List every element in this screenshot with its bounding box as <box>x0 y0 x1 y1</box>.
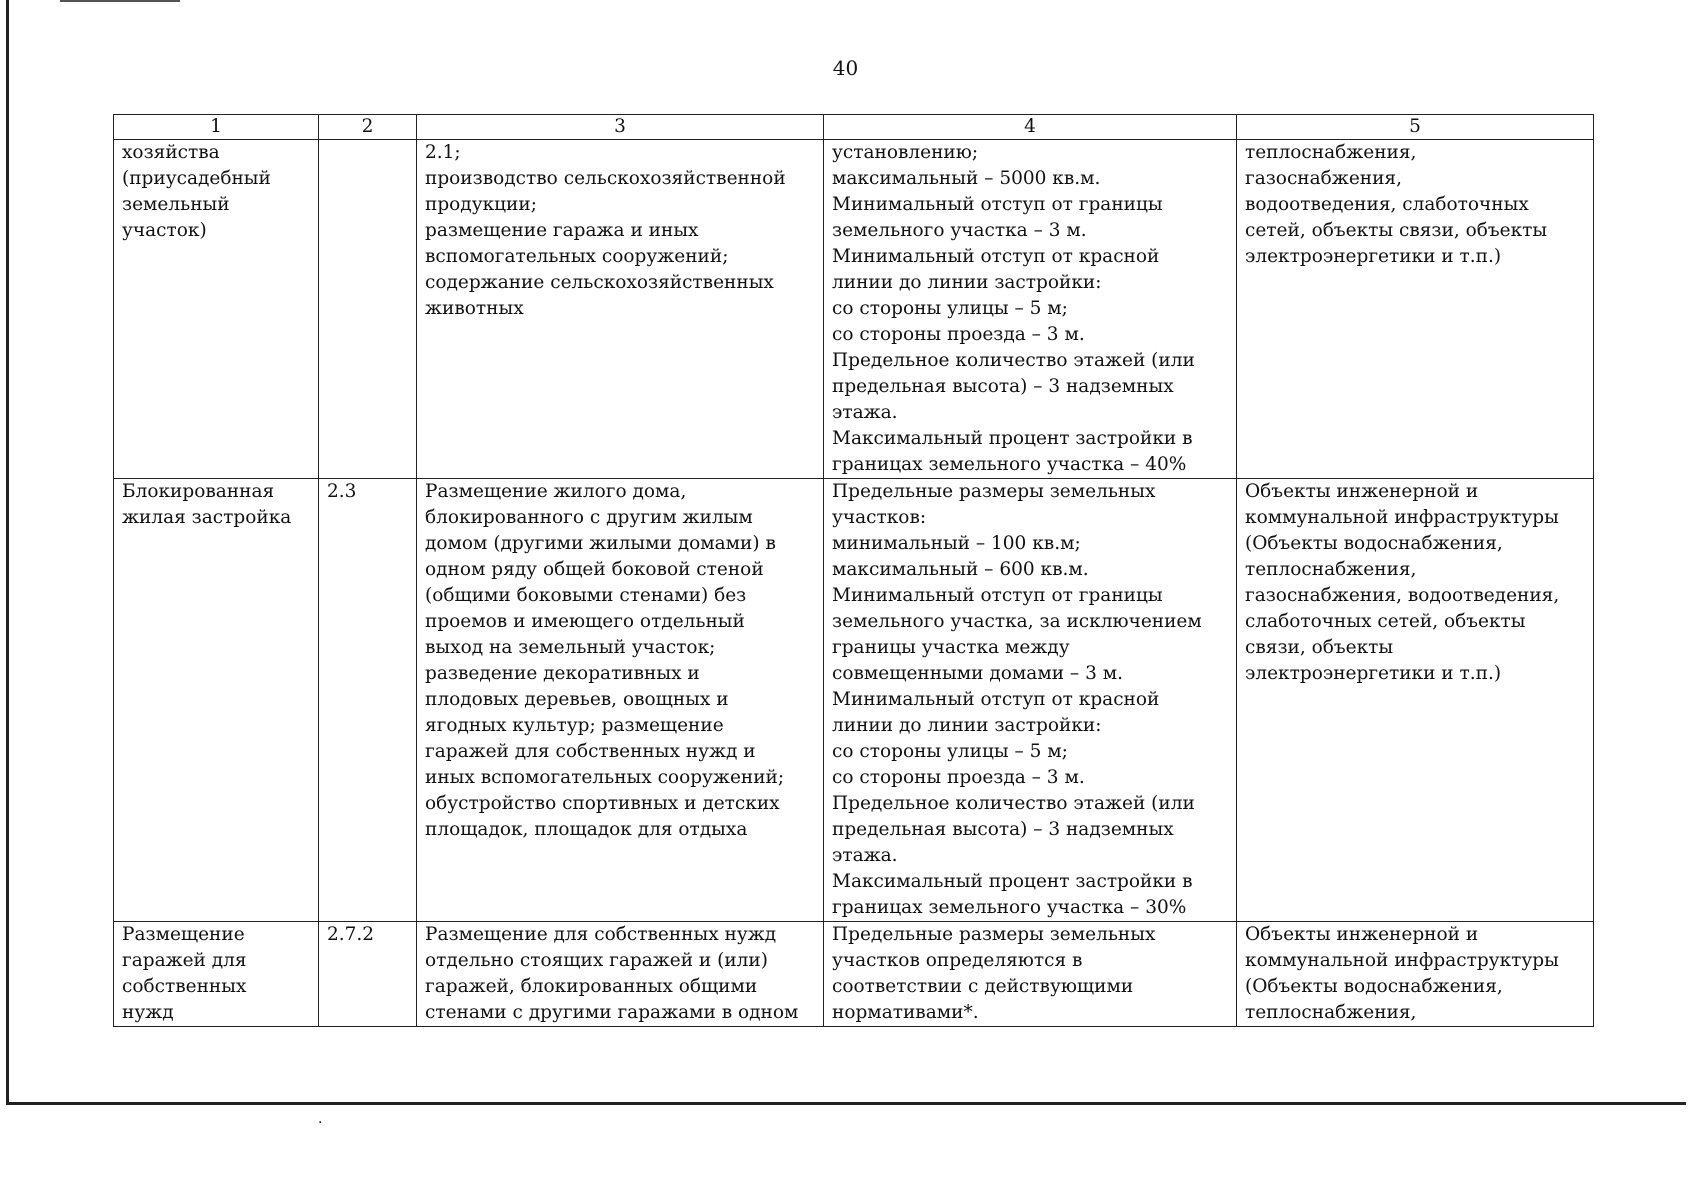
description-cell: Размещение жилого дома, блокированного с другим жилым домом (другими жилыми домами) в одном ряду общей боковой стеной (общими боковыми стенами) без проемов и имеющего отдельный выход на земельный участок; разведение декоративных и плодовых деревьев, овощных и ягодных культур; размещение гаражей для собственных нужд и иных вспомогательных сооружений; обустройство спортивных и детских площадок, площадок для отдыха <box>417 479 824 922</box>
code-cell: 2.3 <box>319 479 417 922</box>
scan-edge-mark <box>60 0 180 2</box>
description-cell: Размещение для собственных нужд отдельно стоящих гаражей и (или) гаражей, блокированных общими стенами с другими гаражами в одном <box>417 922 824 1027</box>
land-use-type-cell: Блокированная жилая застройка <box>114 479 319 922</box>
scan-border-bottom <box>6 1102 1686 1105</box>
code-cell: 2.7.2 <box>319 922 417 1027</box>
page-number: 40 <box>832 56 859 80</box>
parameters-cell: Предельные размеры земельных участков определяются в соответствии с действующими нормативами*. <box>824 922 1237 1027</box>
column-header: 3 <box>417 115 824 140</box>
scan-dot: · <box>318 1115 323 1131</box>
table-row <box>114 922 1594 1027</box>
table-row <box>114 140 1594 479</box>
code-cell <box>319 140 417 479</box>
parameters-cell: Предельные размеры земельных участков: минимальный – 100 кв.м; максимальный – 600 кв.м. Минимальный отступ от границы земельного участка, за исключением границы участка между совмещенными домами – 3 м. Минимальный отступ от красной линии до линии застройки: со стороны улицы – 5 м; со стороны проезда – 3 м. Предельное количество этажей (или предельная высота) – 3 надземных этажа. Максимальный процент застройки в границах земельного участка – 30% <box>824 479 1237 922</box>
table-row <box>114 479 1594 922</box>
scan-border-left <box>6 0 9 1105</box>
column-header: 4 <box>824 115 1237 140</box>
infrastructure-cell: Объекты инженерной и коммунальной инфраструктуры (Объекты водоснабжения, теплоснабжения, газоснабжения, водоотведения, слаботочных сетей, объекты связи, объекты электроэнергетики и т.п.) <box>1237 479 1594 922</box>
zoning-table <box>113 114 1594 1027</box>
land-use-type-cell: Размещение гаражей для собственных нужд <box>114 922 319 1027</box>
table-header-row <box>114 115 1594 140</box>
column-header: 2 <box>319 115 417 140</box>
column-header: 1 <box>114 115 319 140</box>
infrastructure-cell: Объекты инженерной и коммунальной инфраструктуры (Объекты водоснабжения, теплоснабжения, <box>1237 922 1594 1027</box>
infrastructure-cell: теплоснабжения, газоснабжения, водоотведения, слаботочных сетей, объекты связи, объекты электроэнергетики и т.п.) <box>1237 140 1594 479</box>
column-header: 5 <box>1237 115 1594 140</box>
land-use-type-cell: хозяйства (приусадебный земельный участок) <box>114 140 319 479</box>
parameters-cell: установлению; максимальный – 5000 кв.м. Минимальный отступ от границы земельного участка – 3 м. Минимальный отступ от красной линии до линии застройки: со стороны улицы – 5 м; со стороны проезда – 3 м. Предельное количество этажей (или предельная высота) – 3 надземных этажа. Максимальный процент застройки в границах земельного участка – 40% <box>824 140 1237 479</box>
description-cell: 2.1; производство сельскохозяйственной продукции; размещение гаража и иных вспомогательных сооружений; содержание сельскохозяйственных животных <box>417 140 824 479</box>
